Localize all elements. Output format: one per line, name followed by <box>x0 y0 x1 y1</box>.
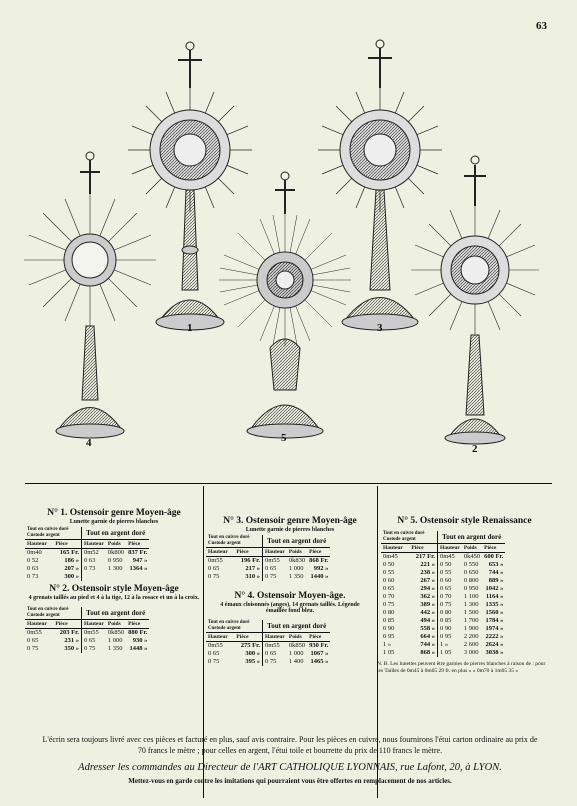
table-cell: 1 900 <box>463 625 479 632</box>
table-cell: 0 95 <box>383 633 395 640</box>
table-cell: 238 » <box>420 569 435 576</box>
table-cell: 389 » <box>420 601 435 608</box>
table-cell: 1 300 <box>463 601 479 608</box>
table-cell: 494 » <box>420 617 435 624</box>
table-row <box>25 565 149 573</box>
table-row <box>381 633 505 641</box>
table-cell: 992 » <box>313 565 329 572</box>
table-cell: 1 000 <box>107 637 123 644</box>
table-cell: 653 » <box>488 561 504 568</box>
no3-title: N° 3. Ostensoir genre Moyen-âge <box>223 516 357 526</box>
table-cell: 1 » <box>383 641 392 648</box>
table-cell: 1560 » <box>485 609 504 616</box>
table-cell: 294 » <box>420 585 435 592</box>
table-cell: 221 » <box>420 561 435 568</box>
table-cell: 362 » <box>420 593 435 600</box>
price-catalogue <box>25 483 552 806</box>
table-cell: 1784 » <box>485 617 504 624</box>
table-row <box>381 585 505 593</box>
figure-label-1: 1 <box>187 322 193 334</box>
monstrance-2-illustration <box>411 156 539 444</box>
table-cell: 0 950 <box>463 585 479 592</box>
table-cell: 267 » <box>420 577 435 584</box>
table-cell: 1164 » <box>485 593 504 600</box>
table-row <box>25 637 149 645</box>
table-row <box>25 629 149 638</box>
table-cell: 1 05 <box>383 649 395 656</box>
table-cell: 0 75 <box>82 645 106 653</box>
monstrance-illustrations <box>0 30 577 470</box>
no2-title: N° 2. Ostensoir style Moyen-âge <box>49 584 179 594</box>
table-cell: 395 » <box>245 658 260 665</box>
figure-label-5: 5 <box>281 432 287 444</box>
table-cell: 0m55 <box>27 629 42 636</box>
table-cell: 0 75 <box>263 658 287 666</box>
table-cell: 0 65 <box>438 585 462 593</box>
page-number: 63 <box>536 20 547 32</box>
no4-title: N° 4. Ostensoir Moyen-âge. <box>234 591 346 601</box>
table-cell: 0 85 <box>383 617 395 624</box>
table-cell: 0m55 <box>263 557 287 566</box>
monstrance-3-illustration <box>318 40 442 330</box>
no2-group-right: Tout en argent doré <box>82 607 150 620</box>
table-header: Pièce <box>409 544 437 553</box>
table-cell: 300 » <box>245 650 260 657</box>
no4-subtitle: 4 émaux cloisonnés (anges), 14 grenats taillés. Légende émaillée fond bleu. <box>220 602 360 614</box>
table-row <box>206 565 330 573</box>
table-row <box>381 601 505 609</box>
monstrance-1-illustration <box>128 42 252 330</box>
table-row <box>381 609 505 617</box>
table-cell: 0 75 <box>383 601 395 608</box>
table-cell: 0 65 <box>263 565 287 573</box>
table-cell: 880 Fr. <box>128 629 148 636</box>
table-cell: 1335 » <box>485 601 504 608</box>
table-row <box>381 649 505 657</box>
table-header: Pièce <box>307 548 330 557</box>
no3-group-left: Tout en cuivre doré Custode argent <box>208 535 250 546</box>
table-header: Hauteur <box>206 548 234 557</box>
no2-group-left: Tout en cuivre doré Custode argent <box>27 607 69 618</box>
table-cell: 207 » <box>64 565 79 572</box>
table-cell: 1 350 <box>288 573 304 580</box>
table-cell: 0m55 <box>82 629 106 638</box>
table-cell: 1465 » <box>310 658 329 665</box>
no1-title: N° 1. Ostensoir genre Moyen-âge <box>47 508 181 518</box>
table-row <box>381 617 505 625</box>
no4-group-left: Tout en cuivre doré Custode argent <box>208 620 250 631</box>
no2-price-table <box>25 607 149 653</box>
footer-imitation-warning: Mettez-vous en garde contre les imitations qui pourraient vous être offertes en remplacement de nos articles. <box>128 777 452 785</box>
table-header: Hauteur <box>206 633 234 642</box>
no5-title: N° 5. Ostensoir style Renaissance <box>397 516 532 526</box>
table-header: Hauteur <box>263 548 287 557</box>
table-cell: 930 Fr. <box>309 642 329 649</box>
table-cell: 0 65 <box>27 637 39 644</box>
table-row <box>206 642 330 651</box>
table-cell: 837 Fr. <box>128 549 148 556</box>
table-header: Pièce <box>126 540 149 549</box>
no3-price-table <box>206 535 330 581</box>
table-row <box>25 549 149 558</box>
no4-group-right: Tout en argent doré <box>263 620 331 633</box>
table-row <box>381 577 505 585</box>
table-cell: 1440 » <box>310 573 329 580</box>
table-cell: 0 75 <box>208 573 220 580</box>
table-cell: 0 75 <box>27 645 39 652</box>
table-row <box>25 573 149 581</box>
table-cell: 0 75 <box>263 573 287 581</box>
footer-case-note: L'écrin sera toujours livré avec ces pièces et facturé en plus, sauf avis contraire. Pour les pièces en cuivre, nous fournirons l'étui carton ordinaire au prix de 70 francs le mètre ; pour celles en argent, l'étui toile et bourrette du prix de 110 francs le mètre. <box>42 735 538 755</box>
table-cell: 0 70 <box>438 593 462 601</box>
table-cell: 0 55 <box>383 569 395 576</box>
no5-group-right: Tout en argent doré <box>438 531 506 544</box>
table-cell: 0m45 <box>438 553 462 562</box>
table-header: Hauteur <box>438 544 462 553</box>
table-cell: 1 500 <box>463 609 479 616</box>
table-cell: 1 350 <box>107 645 123 652</box>
table-header: Hauteur <box>25 540 53 549</box>
table-cell: 0 55 <box>438 569 462 577</box>
table-cell: 2 200 <box>463 633 479 640</box>
table-cell: 0 950 <box>107 557 123 564</box>
monstrance-4-illustration <box>24 152 156 438</box>
table-cell: 889 » <box>488 577 504 584</box>
table-cell: 350 » <box>64 645 79 652</box>
table-cell: 0 60 <box>383 577 395 584</box>
table-row <box>381 569 505 577</box>
table-cell: 3038 » <box>485 649 504 656</box>
no1-subtitle: Lunette garnie de pierres blanches <box>69 519 159 525</box>
table-cell: 196 Fr. <box>240 557 260 564</box>
no5-note: N. B. Les lunettes peuvent être garnies de pierres blanches à raison de : pour les Tailles de 0m45 à 0m65 29 fr. en plus » » 0m70 à 1m05 35 » <box>377 661 546 674</box>
table-cell: 275 Fr. <box>240 642 260 649</box>
footer-order-address: Adresser les commandes au Directeur de l'ART CATHOLIQUE LYONNAIS, rue Lafont, 20, à LYON. <box>78 762 502 773</box>
table-cell: 0 800 <box>463 577 479 584</box>
table-cell: 558 » <box>420 625 435 632</box>
table-cell: 310 » <box>245 573 260 580</box>
table-header: Hauteur <box>263 633 287 642</box>
table-header: Poids <box>106 540 126 549</box>
table-cell: 1042 » <box>485 585 504 592</box>
table-row <box>381 553 505 562</box>
table-cell: 868 » <box>420 649 435 656</box>
figure-label-2: 2 <box>472 443 478 455</box>
table-cell: 0m55 <box>208 557 223 564</box>
table-cell: 0k850 <box>288 642 306 649</box>
table-cell: 0 60 <box>438 577 462 585</box>
table-cell: 2624 » <box>485 641 504 648</box>
no1-group-left: Tout en cuivre doré Custode argent <box>27 527 69 538</box>
table-header: Poids <box>287 633 307 642</box>
table-row <box>381 625 505 633</box>
no5-group-left: Tout en cuivre doré Custode argent <box>383 531 425 542</box>
table-header: Poids <box>106 620 126 629</box>
table-cell: 0m55 <box>263 642 287 651</box>
table-cell: 442 » <box>420 609 435 616</box>
figure-label-4: 4 <box>86 437 92 449</box>
table-header: Pièce <box>482 544 505 553</box>
table-cell: 0 50 <box>383 561 395 568</box>
table-row <box>206 557 330 566</box>
table-cell: 0 90 <box>438 625 462 633</box>
table-cell: 1 » <box>438 641 462 649</box>
table-cell: 203 Fr. <box>59 629 79 636</box>
table-cell: 2222 » <box>485 633 504 640</box>
table-cell: 1364 » <box>129 565 148 572</box>
table-cell: 0m40 <box>27 549 42 556</box>
table-row <box>381 561 505 569</box>
table-header: Pièce <box>53 620 81 629</box>
table-cell: 217 Fr. <box>415 553 435 560</box>
table-header: Poids <box>287 548 307 557</box>
table-cell: 744 » <box>420 641 435 648</box>
table-cell: 947 » <box>132 557 148 564</box>
table-header: Hauteur <box>82 620 106 629</box>
table-row <box>206 650 330 658</box>
table-cell: 600 Fr. <box>484 553 504 560</box>
table-row <box>25 645 149 653</box>
table-cell: 0 73 <box>82 565 106 573</box>
table-cell: 300 » <box>64 573 79 580</box>
table-cell: 1 400 <box>288 658 304 665</box>
table-cell: 0 65 <box>263 650 287 658</box>
table-cell: 1067 » <box>310 650 329 657</box>
table-header: Poids <box>462 544 482 553</box>
table-cell: 0 63 <box>27 565 39 572</box>
table-cell: 231 » <box>64 637 79 644</box>
table-cell: 0 550 <box>463 561 479 568</box>
table-cell: 0 650 <box>463 569 479 576</box>
table-cell: 0 70 <box>383 593 395 600</box>
table-header: Pièce <box>307 633 330 642</box>
table-row <box>381 593 505 601</box>
monstrance-5-illustration <box>219 172 351 438</box>
table-cell: 0 75 <box>438 601 462 609</box>
table-header: Hauteur <box>82 540 106 549</box>
table-cell: 664 » <box>420 633 435 640</box>
table-cell: 217 » <box>245 565 260 572</box>
no3-group-right: Tout en argent doré <box>263 535 331 548</box>
no2-subtitle: 4 grenats taillés au pied et 4 à la tige, 12 à la rosace et un à la croix. <box>28 595 200 601</box>
table-cell: 1 700 <box>463 617 479 624</box>
table-cell: 0 75 <box>208 658 220 665</box>
table-header: Pièce <box>126 620 149 629</box>
table-cell: 0 80 <box>438 609 462 617</box>
table-cell: 0m45 <box>383 553 398 560</box>
no3-subtitle: Lunette garnie de pierres blanches <box>245 527 335 533</box>
no1-price-table <box>25 527 149 581</box>
table-header: Pièce <box>234 633 262 642</box>
table-cell: 0 80 <box>383 609 395 616</box>
table-cell: 0k800 <box>107 549 125 556</box>
table-cell: 1 000 <box>288 565 304 572</box>
table-header: Hauteur <box>381 544 409 553</box>
table-cell: 744 » <box>488 569 504 576</box>
table-cell: 0 73 <box>27 573 39 580</box>
table-cell: 1448 » <box>129 645 148 652</box>
table-cell: 165 Fr. <box>59 549 79 556</box>
table-cell: 0k830 <box>288 557 306 564</box>
table-cell: 0 50 <box>438 561 462 569</box>
table-cell: 0k850 <box>107 629 125 636</box>
table-cell: 3 000 <box>463 649 479 656</box>
table-cell: 868 Fr. <box>309 557 329 564</box>
table-cell: 930 » <box>132 637 148 644</box>
table-cell: 0m52 <box>82 549 106 558</box>
table-cell: 1 300 <box>107 565 123 572</box>
table-header: Hauteur <box>25 620 53 629</box>
table-cell: 1 000 <box>288 650 304 657</box>
table-row <box>206 658 330 666</box>
table-row <box>25 557 149 565</box>
table-cell: 1974 » <box>485 625 504 632</box>
table-cell: 0 65 <box>82 637 106 645</box>
table-row <box>206 573 330 581</box>
table-cell: 0 65 <box>383 585 395 592</box>
table-header: Pièce <box>53 540 81 549</box>
figure-label-3: 3 <box>377 322 383 334</box>
table-cell: 0 65 <box>208 565 220 572</box>
table-cell: 1 05 <box>438 649 462 657</box>
table-cell: 1 100 <box>463 593 479 600</box>
table-cell: 0 52 <box>27 557 39 564</box>
table-cell: 0 85 <box>438 617 462 625</box>
no4-price-table <box>206 620 330 666</box>
table-cell: 186 » <box>64 557 79 564</box>
table-cell: 0 65 <box>208 650 220 657</box>
table-cell: 0m55 <box>208 642 223 649</box>
table-header: Pièce <box>234 548 262 557</box>
table-cell: 0k450 <box>463 553 481 560</box>
table-cell: 2 600 <box>463 641 479 648</box>
table-cell: 0 63 <box>82 557 106 565</box>
table-cell: 0 95 <box>438 633 462 641</box>
no1-group-right: Tout en argent doré <box>82 527 150 540</box>
no5-price-table <box>381 531 505 657</box>
table-cell: 0 90 <box>383 625 395 632</box>
table-row <box>381 641 505 649</box>
